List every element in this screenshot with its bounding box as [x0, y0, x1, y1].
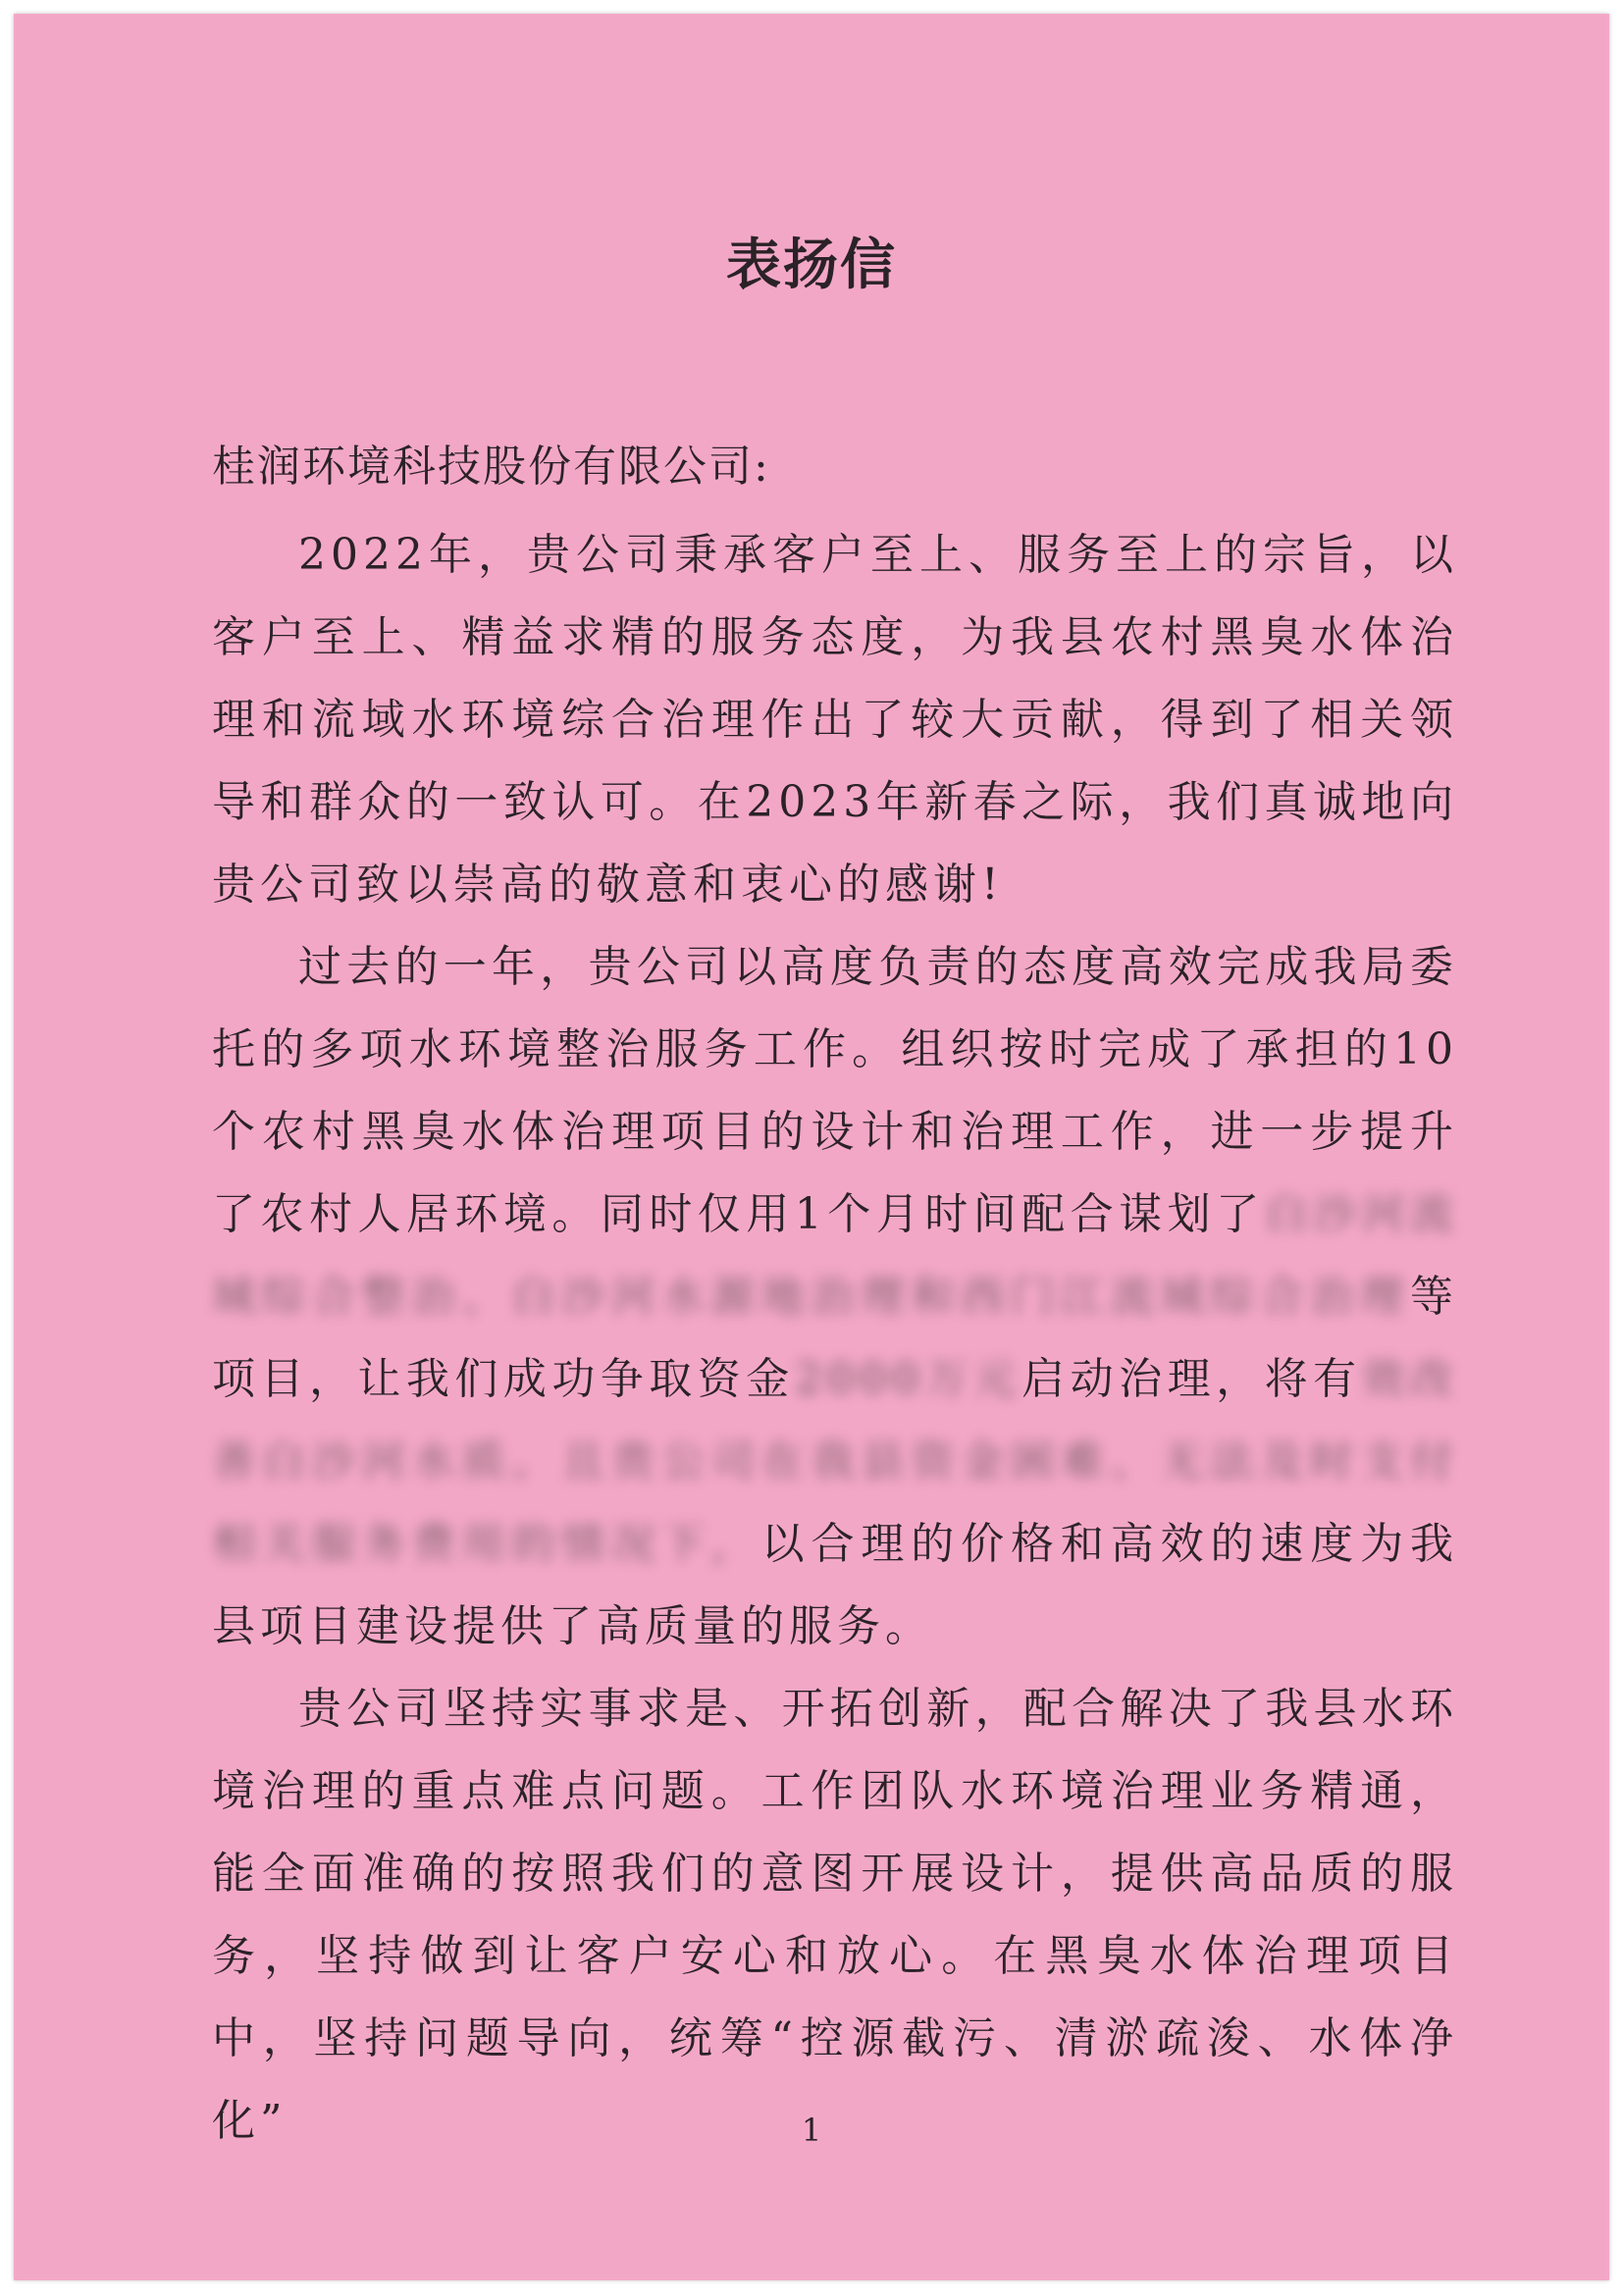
redacted-text: 2000万元 — [794, 1354, 1022, 1404]
document-page — [14, 14, 1609, 2280]
document-title: 表扬信 — [726, 233, 897, 297]
paragraph-text: 以合理的价格和高效的速度为我县项目建设提供了高质量的服务。 — [212, 1519, 1458, 1651]
paragraph-text: 贵公司坚持实事求是、开拓创新，配合解决了我县水环境治理的重点难点问题。工作团队水环境治理业务精通，能全面准确的按照我们的意图开展设计，提供高品质的服务，坚持做到让客户安心和放心。在黑臭水体治理项目中，坚持问题导向，统筹“控源截污、清淤疏浚、水体净化” — [212, 1684, 1458, 2146]
paragraph-text: 过去的一年，贵公司以高度负责的态度高效完成我局委托的多项水环境整治服务工作。组织按时完成了承担的10个农村黑臭水体治理项目的设计和治理工作，进一步提升了农村人居环境。同时仅用1个月时间配合谋划了 — [212, 942, 1458, 1239]
paragraph-text: 2022年，贵公司秉承客户至上、服务至上的宗旨，以客户至上、精益求精的服务态度，为我县农村黑臭水体治理和流域水环境综合治理作出了较大贡献，得到了相关领导和群众的一致认可。在2023年新春之际，我们真诚地向贵公司致以崇高的敬意和衷心的感谢! — [212, 530, 1458, 910]
body-paragraph — [212, 926, 1458, 1668]
paragraph-text: 等项目，让我们成功争取资金 — [212, 1272, 1458, 1404]
letter-body — [212, 514, 1458, 2163]
redacted-text: 白沙河流域综合整治、白沙河水源地治理和西门江流域综合治理 — [212, 1189, 1459, 1322]
addressee-line: 桂润环境科技股份有限公司: — [212, 442, 770, 492]
body-paragraph — [212, 1668, 1458, 2163]
paragraph-text: 启动治理，将有 — [1021, 1354, 1362, 1404]
redacted-text: 效改善白沙河水质。且贵公司在我县资金困难、无法及时支付相关服务费用的情况下， — [212, 1354, 1459, 1569]
page-number: 1 — [801, 2112, 822, 2149]
body-paragraph — [212, 514, 1458, 926]
